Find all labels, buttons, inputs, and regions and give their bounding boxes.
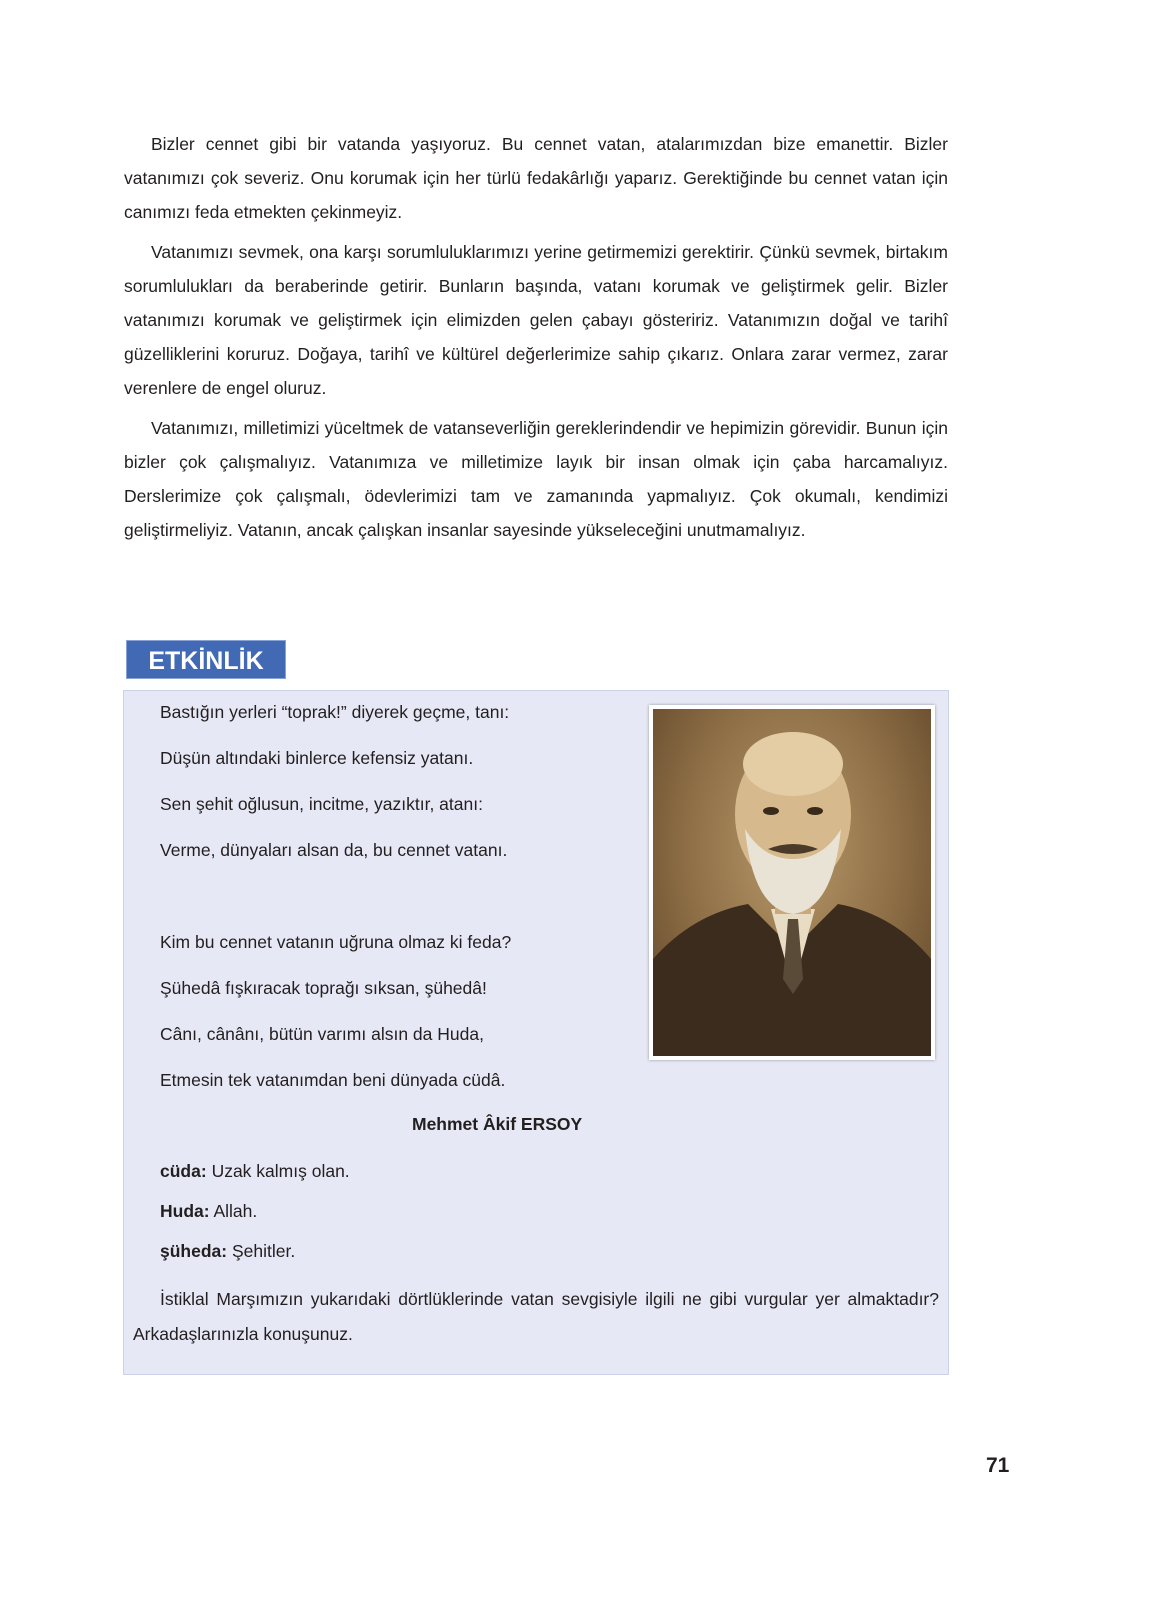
- body-text: [124, 127, 948, 553]
- poem-line: Kim bu cennet vatanın uğruna olmaz ki feda?: [160, 932, 512, 952]
- paragraph: Vatanımızı, milletimizi yüceltmek de vatanseverliğin gereklerindendir ve hepimizin görevidir. Bunun için bizler çok çalışmalıyız. Vatanımıza ve milletimize layık bir insan olmak için çaba harcamalıyız. Derslerimize çok çalışmalı, ödevlerimizi tam ve zamanında yapmalıyız. Çok okumalı, kendimizi geliştirmeliyiz. Vatanın, ancak çalışkan insanlar sayesinde yükseleceğini unutmamalıyız.: [124, 418, 948, 540]
- portrait-photo: [649, 705, 935, 1060]
- glossary-term: Huda:: [160, 1201, 210, 1221]
- portrait-image: [653, 709, 931, 1056]
- glossary-item: [160, 1161, 350, 1182]
- glossary-definition: Şehitler.: [231, 1241, 296, 1261]
- poem-author: Mehmet Âkif ERSOY: [412, 1114, 583, 1134]
- glossary-term: cüda:: [160, 1161, 207, 1181]
- glossary-item: [160, 1201, 257, 1222]
- glossary-definition: Allah.: [213, 1201, 258, 1221]
- glossary-item: [160, 1241, 295, 1262]
- glossary-term: şüheda:: [160, 1241, 228, 1261]
- poem-line: Etmesin tek vatanımdan beni dünyada cüdâ.: [160, 1070, 506, 1090]
- activity-title: ETKİNLİK: [126, 640, 286, 679]
- poem-line: Cânı, cânânı, bütün varımı alsın da Huda,: [160, 1024, 484, 1044]
- glossary-definition: Uzak kalmış olan.: [211, 1161, 350, 1181]
- poem-line: Şühedâ fışkıracak toprağı sıksan, şühedâ!: [160, 978, 487, 998]
- poem-line: Bastığın yerleri “toprak!” diyerek geçme, tanı:: [160, 702, 510, 722]
- activity-question: İstiklal Marşımızın yukarıdaki dörtlüklerinde vatan sevgisiyle ilgili ne gibi vurgular yer almaktadır? Arkadaşlarınızla konuşunuz.: [133, 1289, 939, 1344]
- poem-line: Sen şehit oğlusun, incitme, yazıktır, atanı:: [160, 794, 483, 814]
- paragraph: Bizler cennet gibi bir vatanda yaşıyoruz. Bu cennet vatan, atalarımızdan bize emanettir. Bizler vatanımızı çok severiz. Onu korumak için her türlü fedakârlığı yaparız. Gerektiğinde bu cennet vatan için canımızı feda etmekten çekinmeyiz.: [124, 134, 948, 222]
- poem-line: Verme, dünyaları alsan da, bu cennet vatanı.: [160, 840, 508, 860]
- paragraph: Vatanımızı sevmek, ona karşı sorumluluklarımızı yerine getirmemizi gerektirir. Çünkü sevmek, birtakım sorumlulukları da beraberinde getirir. Bunların başında, vatanı korumak ve geliştirmek gelir. Bizler vatanımızı korumak ve geliştirmek için elimizden gelen çabayı gösteririz. Vatanımızın doğal ve tarihî güzelliklerini koruruz. Doğaya, tarihî ve kültürel değerlerimize sahip çıkarız. Onlara zarar vermez, zarar verenlere de engel oluruz.: [124, 242, 948, 398]
- page-number: 71: [986, 1454, 1010, 1477]
- poem-line: Düşün altındaki binlerce kefensiz yatanı.: [160, 748, 474, 768]
